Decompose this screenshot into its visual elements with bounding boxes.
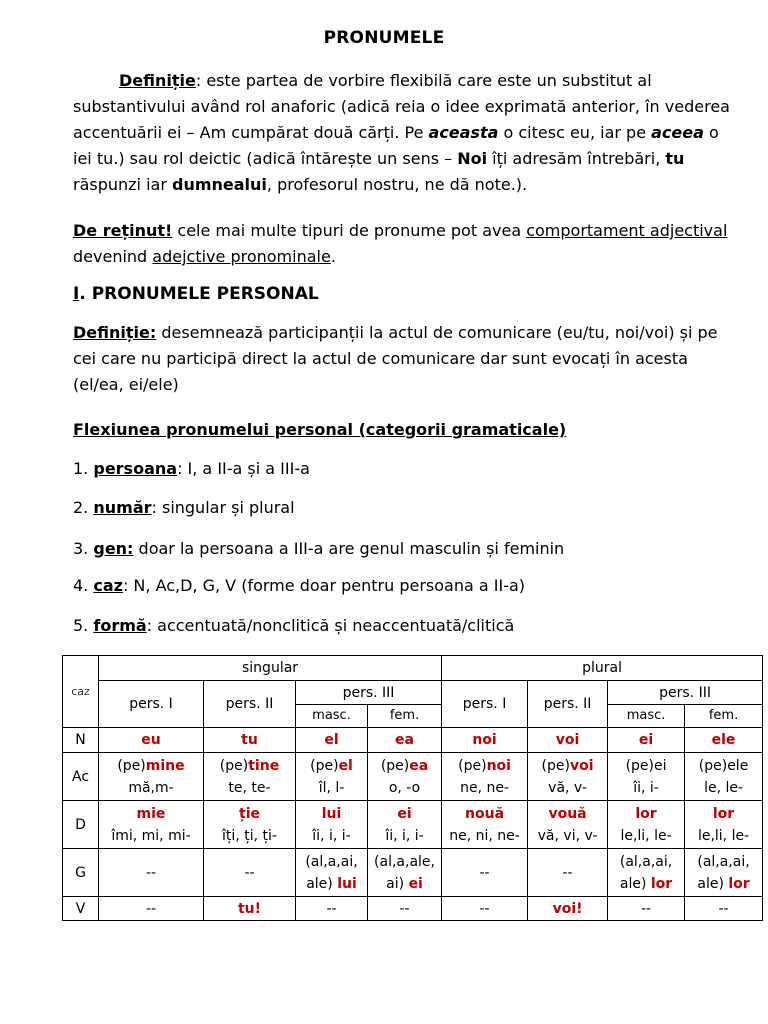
- note-text-1: cele mai multe tipuri de pronume pot avea: [172, 221, 527, 240]
- list-key: persoana: [93, 459, 178, 478]
- definition2-paragraph: [73, 320, 741, 398]
- table-cell: (pe)tine te, te-: [204, 753, 296, 801]
- plural-header: plural: [442, 656, 763, 681]
- example-dumnealui: dumnealui: [172, 175, 267, 194]
- pl-pers2-header: pers. II: [528, 681, 608, 728]
- note-underline-1: comportament adjectival: [526, 221, 728, 240]
- table-cell: (al,a,ai, ale) lui: [296, 849, 368, 897]
- table-cell: --: [442, 897, 528, 921]
- table-cell: tu: [204, 728, 296, 753]
- table-cell: (pe)voi vă, v-: [528, 753, 608, 801]
- example-noi: Noi: [457, 149, 488, 168]
- table-cell: ea: [368, 728, 442, 753]
- table-cell: (al,a,ale, ai) ei: [368, 849, 442, 897]
- table-cell: el: [296, 728, 368, 753]
- pl-pers3-header: pers. III: [608, 681, 763, 705]
- definition-paragraph: [73, 68, 741, 198]
- pl-fem-header: fem.: [685, 705, 763, 728]
- note-text-2: devenind: [73, 247, 153, 266]
- sg-pers2-header: pers. II: [204, 681, 296, 728]
- page-title: PRONUMELE: [323, 28, 445, 48]
- table-row-dative: [63, 801, 763, 849]
- pl-masc-header: masc.: [608, 705, 685, 728]
- table-cell: voi: [528, 728, 608, 753]
- note-label: De reținut!: [73, 221, 173, 240]
- sg-fem-header: fem.: [368, 705, 442, 728]
- table-cell: ei îi, i, i-: [368, 801, 442, 849]
- list-item: [73, 616, 514, 635]
- table-cell: --: [528, 849, 608, 897]
- list-text: : singular și plural: [151, 498, 295, 517]
- table-cell: tu!: [204, 897, 296, 921]
- list-item: [73, 459, 310, 478]
- case-label: N: [63, 728, 99, 753]
- table-cell: ei: [608, 728, 685, 753]
- example-tu: tu: [665, 149, 685, 168]
- pronoun-table: [62, 655, 763, 921]
- case-label: D: [63, 801, 99, 849]
- list-key: număr: [93, 498, 152, 517]
- case-label: V: [63, 897, 99, 921]
- definition-label: Definiție: [119, 71, 196, 90]
- table-cell: ție îți, ți, ți-: [204, 801, 296, 849]
- table-cell: --: [608, 897, 685, 921]
- table-cell: noi: [442, 728, 528, 753]
- sg-pers1-header: pers. I: [99, 681, 204, 728]
- definition-text-6: , profesorul nostru, ne dă note.).: [266, 175, 528, 194]
- singular-header: singular: [99, 656, 442, 681]
- table-row-accusative: [63, 753, 763, 801]
- list-number: 4.: [73, 576, 94, 595]
- definition-text-3: o iei tu.) sau rol deictic (adică întărește un sens –: [73, 123, 719, 168]
- definition2-text: desemnează participanții la actul de comunicare (eu/tu, noi/voi) și pe cei care nu participă direct la actul de comunicare dar sunt evocați în acesta (el/ea, ei/ele): [73, 323, 718, 394]
- list-number: 3.: [73, 539, 94, 558]
- table-cell: --: [685, 897, 763, 921]
- table-cell: vouă vă, vi, v-: [528, 801, 608, 849]
- table-cell: --: [442, 849, 528, 897]
- table-row-vocative: [63, 897, 763, 921]
- list-text: : I, a II-a și a III-a: [177, 459, 310, 478]
- list-text: : N, Ac,D, G, V (forme doar pentru persoana a II-a): [122, 576, 526, 595]
- table-cell: --: [99, 849, 204, 897]
- note-paragraph: [73, 218, 741, 270]
- case-label: Ac: [63, 753, 99, 801]
- table-cell: (pe)ei îi, i-: [608, 753, 685, 801]
- table-cell: (pe)el îl, l-: [296, 753, 368, 801]
- case-header: caz: [63, 656, 99, 728]
- list-text: : accentuată/nonclitică și neaccentuată/clitică: [146, 616, 515, 635]
- definition-text-4: îți adresăm întrebări,: [487, 149, 666, 168]
- table-cell: lor le,li, le-: [608, 801, 685, 849]
- list-number: 5.: [73, 616, 94, 635]
- section-heading: [73, 284, 319, 304]
- sg-pers3-header: pers. III: [296, 681, 442, 705]
- table-cell: (al,a,ai, ale) lor: [685, 849, 763, 897]
- note-underline-2: adejctive pronominale: [152, 247, 331, 266]
- table-cell: --: [204, 849, 296, 897]
- table-cell: (al,a,ai, ale) lor: [608, 849, 685, 897]
- list-text: doar la persoana a III-a are genul masculin și feminin: [133, 539, 565, 558]
- list-key: gen:: [93, 539, 134, 558]
- table-row-nominative: [63, 728, 763, 753]
- table-cell: (pe)ele le, le-: [685, 753, 763, 801]
- definition-text-2: o citesc eu, iar pe: [498, 123, 652, 142]
- example-aceasta: aceasta: [428, 123, 499, 142]
- definition-text-1: : este partea de vorbire flexibilă care este un substitut al substantivului având rol anaforic (adică reia o idee exprimată anterior, în vederea accentuării ei – Am cumpărat două cărți. Pe: [73, 71, 730, 142]
- sg-masc-header: masc.: [296, 705, 368, 728]
- list-number: 2.: [73, 498, 94, 517]
- definition2-label: Definiție:: [73, 323, 157, 342]
- table-cell: --: [296, 897, 368, 921]
- table-cell: (pe)noi ne, ne-: [442, 753, 528, 801]
- list-number: 1.: [73, 459, 94, 478]
- table-cell: lui îi, i, i-: [296, 801, 368, 849]
- table-cell: mie îmi, mi, mi-: [99, 801, 204, 849]
- list-item: [73, 576, 525, 595]
- list-item: [73, 498, 295, 517]
- list-key: caz: [93, 576, 123, 595]
- section-number: I: [73, 284, 80, 304]
- section-title: . PRONUMELE PERSONAL: [79, 284, 319, 304]
- table-cell: (pe)ea o, -o: [368, 753, 442, 801]
- table-cell: --: [99, 897, 204, 921]
- definition-text-5: răspunzi iar: [73, 175, 172, 194]
- example-aceea: aceea: [651, 123, 704, 142]
- table-cell: nouă ne, ni, ne-: [442, 801, 528, 849]
- case-label: G: [63, 849, 99, 897]
- table-cell: ele: [685, 728, 763, 753]
- table-cell: (pe)mine mă,m-: [99, 753, 204, 801]
- flex-heading: Flexiunea pronumelui personal (categorii gramaticale): [73, 420, 567, 439]
- list-item: [73, 539, 564, 558]
- note-text-3: .: [330, 247, 336, 266]
- table-cell: eu: [99, 728, 204, 753]
- table-row-genitive: [63, 849, 763, 897]
- table-cell: lor le,li, le-: [685, 801, 763, 849]
- table-cell: --: [368, 897, 442, 921]
- pl-pers1-header: pers. I: [442, 681, 528, 728]
- list-key: formă: [93, 616, 147, 635]
- table-cell: voi!: [528, 897, 608, 921]
